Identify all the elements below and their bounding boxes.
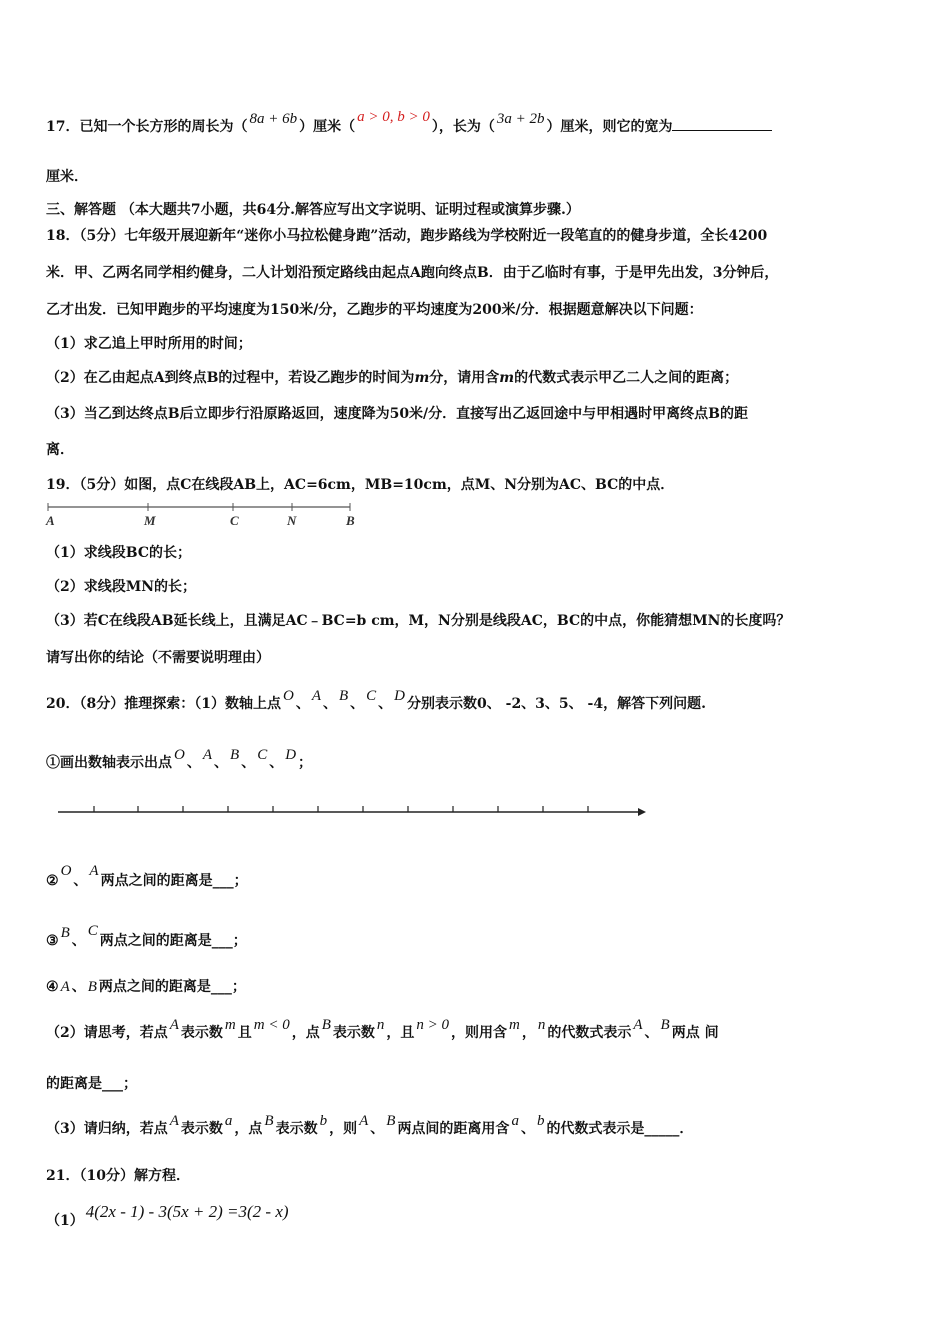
q20-s3-a: a	[224, 1113, 233, 1129]
q19-sub-1: （1）求线段BC的长；	[46, 545, 191, 561]
q20-c4-b: B	[87, 979, 97, 995]
q18-line-2: 米．甲、乙两名同学相约健身，二人计划沿预定路线由起点A跑向终点B．由于乙临时有事，于是甲先出发，3分钟后，	[46, 265, 779, 281]
q20-c2	[46, 863, 248, 890]
q20-s3c: ，点	[234, 1121, 263, 1137]
q20-s3-b2: b	[536, 1113, 545, 1129]
q17-line	[46, 109, 772, 136]
q20-pt-c: C	[366, 688, 377, 704]
q18-sub-1: （1）求乙追上甲时所用的时间；	[46, 336, 252, 352]
q18-sub-2-text-c: 的代数式表示甲乙二人之间的距离；	[514, 370, 739, 386]
sep: 、	[370, 1121, 385, 1137]
q20-line-1	[46, 688, 706, 713]
sep: 、	[378, 696, 393, 712]
q20-s2c: 且	[237, 1025, 252, 1041]
sep: 、	[71, 979, 86, 995]
q17-text-1: 17．已知一个长方形的周长为（	[46, 119, 248, 135]
q20-s2-pt-a: A	[169, 1017, 179, 1033]
q20-s2j: 两点 间	[671, 1025, 719, 1041]
q20-s2-m2: m	[509, 1017, 520, 1033]
q20-s2i: 的代数式表示	[547, 1025, 632, 1041]
q19-line-1: 19．（5分）如图，点C在线段AB上，AC=6cm，MB=10cm，点M、N分别为AC、BC的中点．	[46, 477, 675, 493]
q20-c2-text: 两点之间的距离是___；	[100, 873, 248, 889]
sep: 、	[644, 1025, 659, 1041]
q20-c1-b: B	[230, 747, 240, 763]
q20-c1-c: C	[257, 747, 268, 763]
sep: 、	[71, 933, 86, 949]
label-b: B	[346, 513, 355, 528]
q20-s3-b: b	[319, 1113, 328, 1129]
q20-s2-m: m	[224, 1017, 236, 1033]
q19-sub-3-cont: 请写出你的结论（不需要说明理由）	[46, 650, 270, 666]
axis-arrow	[638, 808, 646, 816]
q20-s3-pt-a2: A	[359, 1113, 369, 1129]
q20-c1-text: ①画出数轴表示出点	[46, 755, 172, 771]
q18-sub-2	[46, 367, 738, 387]
q17-text-3: ），长为（	[431, 119, 495, 135]
q20-s2b: 表示数	[180, 1025, 223, 1041]
q20-s3-pt-b: B	[264, 1113, 274, 1129]
q20-s3-a2: a	[511, 1113, 519, 1129]
q21-s1-label: （1）	[46, 1213, 84, 1229]
q18-sub-2-text-b: 分，请用含	[429, 370, 500, 386]
q20-s2-pt-a2: A	[633, 1017, 643, 1033]
q20-c2-pre: ②	[46, 873, 59, 889]
q18-line-3: 乙才出发．已知甲跑步的平均速度为150米/分，乙跑步的平均速度为200米/分．根据题意解决以下问题：	[46, 302, 703, 318]
q20-s3f: 两点间的距离用含	[397, 1121, 510, 1137]
q17-unit: 厘米．	[46, 169, 88, 185]
q20-c3-pre: ③	[46, 933, 59, 949]
q20-sub-2	[46, 1017, 719, 1042]
q20-s3g: 的代数式表示是_____．	[546, 1121, 694, 1137]
label-a: A	[46, 513, 55, 528]
q17-math-length: 3a + 2b	[496, 111, 545, 127]
q19-segment-figure	[40, 500, 370, 530]
label-c: C	[230, 513, 239, 528]
q20-c2-o: O	[60, 863, 72, 879]
q20-s2-pt-b2: B	[660, 1017, 670, 1033]
q18-sub-3: （3）当乙到达终点B后立即步行沿原路返回，速度降为50米/分．直接写出乙返回途中与甲相遇时甲离终点B的距	[46, 406, 749, 422]
q18-var-m-2: m	[499, 370, 515, 386]
q20-pt-o: O	[282, 688, 294, 704]
q20-text-2: 分别表示数0、 -2、3、5、 -4，解答下列问题.	[407, 696, 706, 712]
q20-s2h: ，	[521, 1025, 536, 1041]
q20-s2g: ，则用含	[451, 1025, 508, 1041]
q19-sub-3: （3）若C在线段AB延长线上，且满足AC﹣BC=b cm，M，N分别是线段AC，BC的中点，你能猜想MN的长度吗？	[46, 613, 791, 629]
q20-sub-2-cont: 的距离是___；	[46, 1076, 137, 1092]
q20-text-1: 20．（8分）推理探索：（1）数轴上点	[46, 696, 281, 712]
q20-c4-text: 两点之间的距离是___；	[98, 979, 246, 995]
q21-equation: 4(2x - 1) - 3(5x + 2) =3(2 - x)	[85, 1202, 289, 1221]
q20-c2-a: A	[89, 863, 99, 879]
q21-line-1: 21．（10分）解方程．	[46, 1168, 190, 1184]
sep: 、	[214, 755, 229, 771]
q20-s3b: 表示数	[180, 1121, 223, 1137]
axis-ticks	[94, 806, 588, 812]
q20-c3	[46, 923, 247, 950]
q17-math-perimeter: 8a + 6b	[249, 111, 298, 127]
q20-s3d: 表示数	[275, 1121, 318, 1137]
q20-s2-m-lt-0: m < 0	[253, 1017, 290, 1033]
sep: 、	[295, 696, 310, 712]
q20-pt-a: A	[311, 688, 321, 704]
sep: 、	[322, 696, 337, 712]
q20-c4-pre: ④	[46, 979, 59, 995]
section-3-heading: 三、解答题 （本大题共7小题，共64分.解答应写出文字说明、证明过程或演算步骤.）	[46, 202, 580, 218]
q20-c3-c: C	[87, 923, 98, 939]
q21-sub-1	[46, 1202, 291, 1230]
sep: 、	[241, 755, 256, 771]
q18-sub-3-cont: 离．	[46, 442, 74, 458]
q20-c4-a: A	[60, 979, 70, 995]
sep: 、	[186, 755, 201, 771]
q20-s2e: 表示数	[332, 1025, 375, 1041]
q17-text-4: ）厘米，则它的宽为	[546, 119, 673, 135]
q17-text-2: ）厘米（	[299, 119, 356, 135]
q20-c1	[46, 747, 313, 772]
q20-c3-b: B	[60, 925, 70, 941]
q20-s3a: （3）请归纳，若点	[46, 1121, 168, 1137]
q20-s3-pt-b2: B	[386, 1113, 396, 1129]
q19-sub-2: （2）求线段MN的长；	[46, 579, 197, 595]
q20-s3e: ，则	[329, 1121, 358, 1137]
q18-line-1: 18．（5分）七年级开展迎新年“迷你小马拉松健身跑”活动，跑步路线为学校附近一段笔直的的健身步道，全长4200	[46, 228, 768, 244]
q20-pt-b: B	[338, 688, 349, 704]
q20-c1-o: O	[174, 747, 185, 763]
q20-c1-end: ；	[298, 755, 313, 771]
q20-c3-text: 两点之间的距离是___；	[99, 933, 247, 949]
label-m: M	[144, 513, 156, 528]
q20-s2-n: n	[376, 1017, 385, 1033]
q20-s2-n-gt-0: n > 0	[416, 1017, 450, 1033]
q17-answer-blank	[672, 129, 772, 131]
sep: 、	[520, 1121, 535, 1137]
q20-sub-3	[46, 1113, 694, 1138]
q17-math-condition: a > 0, b > 0	[357, 109, 430, 125]
q20-s3-pt-a: A	[169, 1113, 179, 1129]
q20-s2a: （2）请思考，若点	[46, 1025, 168, 1041]
q20-s2-n2: n	[537, 1017, 546, 1033]
sep: 、	[73, 873, 88, 889]
label-n: N	[287, 513, 297, 528]
q20-s2-pt-b: B	[321, 1017, 331, 1033]
sep: 、	[269, 755, 284, 771]
q18-var-m: m	[414, 370, 430, 386]
q20-c1-a: A	[202, 747, 213, 763]
q20-c1-d: D	[285, 747, 297, 763]
sep: 、	[350, 696, 365, 712]
q20-number-line	[56, 800, 646, 820]
q20-s2f: ，且	[386, 1025, 415, 1041]
q20-pt-d: D	[394, 688, 406, 704]
q20-s2d: ，点	[291, 1025, 320, 1041]
q18-sub-2-text-a: （2）在乙由起点A到终点B的过程中，若设乙跑步的时间为	[46, 370, 415, 386]
q20-c4	[46, 976, 246, 996]
